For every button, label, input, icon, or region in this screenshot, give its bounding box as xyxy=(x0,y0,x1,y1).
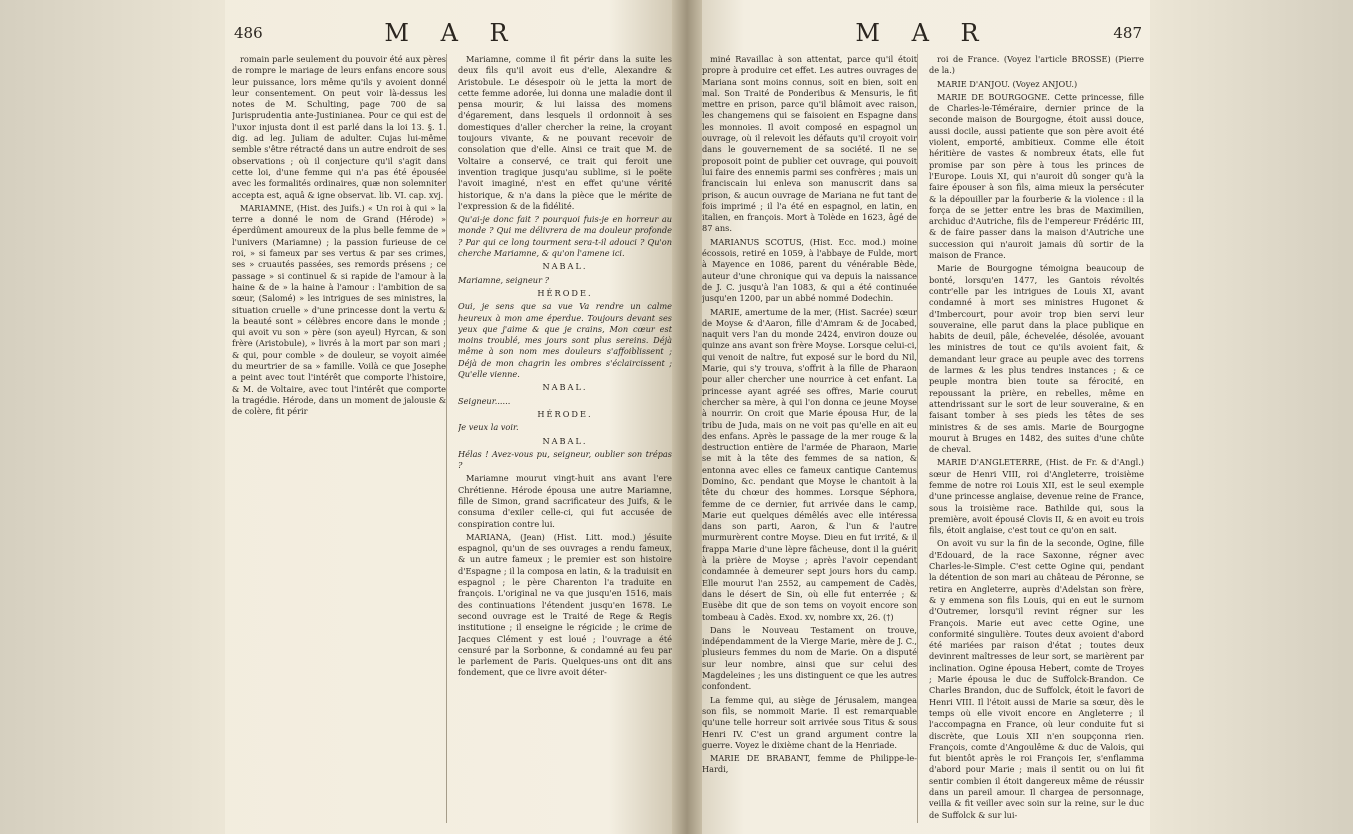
right-page-number: 487 xyxy=(1113,24,1142,42)
paragraph: MARIE DE BRABANT, femme de Philippe-le-Hardi, xyxy=(702,753,917,775)
speaker: NABAL. xyxy=(542,382,588,393)
left-column-1 xyxy=(232,54,446,823)
speaker: NABAL. xyxy=(542,261,588,272)
paragraph: MARIANUS SCOTUS, (Hist. Ecc. mod.) moine écossois, retiré en 1059, à l'abbaye de Fulde, mort à Mayence en 1086, parent du vénérable Bède, auteur d'une chronique qui va depuis la naissance de J. C. jusqu'à l'an 1083, & qui a été continuée jusqu'en 1200, par un abbé nommé Dodechin. xyxy=(702,236,917,304)
right-page-edge xyxy=(1150,0,1353,834)
left-column-2 xyxy=(458,54,672,823)
paragraph: Marie de Bourgogne témoigna beaucoup de bonté, lorsqu'en 1477, les Gantois révoltés contr'elle par les intrigues de Louis XI, avant condamné à mort ses ministres Hugonet & d'Imbercourt, pour avoir trop bien servi leur souveraine, elle parut dans la place publique en habits de deuil, pâle, échevelée, désolée, avouant les ministres de tout ce qu'ils avoient fait, & demandant leur grace au peuple avec des torrens de larmes & les plus tendres instances ; & ce peuple montra bien toute sa férocité, en repoussant la prière, en rebelles, même en attendrissant sur le sort de leur souveraine, & en faisant tomber à ses pieds les têtes de ses ministres & de ses amis. Marie de Bourgogne mourut à Bruges en 1482, des suites d'une chûte de cheval. xyxy=(929,263,1144,455)
left-page xyxy=(232,18,672,823)
paragraph: MARIE DE BOURGOGNE. Cette princesse, fille de Charles-le-Téméraire, dernier prince de la seconde maison de Bourgogne, étoit aussi douce, aussi docile, aussi patiente que son père avoit été violent, emporté, ambitieux. Comme elle étoit héritière de vastes & nombreux états, elle fut promise par son père à tous les princes de l'Europe. Louis XI, qui n'auroit dû songer qu'à la faire épouser à son fils, aima mieux la persécuter & la dépouiller par la fourberie & la violence : il la força de se jetter entre les bras de Maximilien, archiduc d'Autriche, fils de l'empereur Frédéric III, & de faire passer dans la maison d'Autriche une succession qui n'auroit jamais dû sortir de la maison de France. xyxy=(929,91,1144,261)
speaker: HÉRODE. xyxy=(537,408,593,419)
verse: Mariamne, seigneur ? xyxy=(458,274,549,285)
verse: Seigneur...... xyxy=(458,395,511,406)
right-header-title: M A R xyxy=(855,19,991,47)
book-gutter xyxy=(672,0,702,834)
right-running-header xyxy=(702,18,1144,48)
verse: Je veux la voir. xyxy=(458,422,519,433)
paragraph: Mariamne, comme il fit périr dans la suite les deux fils qu'il avoit eus d'elle, Alexandre & Aristobule. Le désespoir où le jetta la mort de cette femme adorée, lui donna une maladie dont il pensa mourir, & lui laissa des momens d'égarement, dans lesquels il ordonnoit à ses domestiques d'aller chercher la reine, la croyant toujours vivante, & ne pouvant recevoir de consolation que d'elle. Ainsi ce trait que M. de Voltaire a conservé, ce trait qui feroit une invention tragique jusqu'au sublime, si le poëte l'avoit imaginé, n'est en effet qu'une vérité historique, & n'a dans la pièce que le mérite de l'expression & de la fidélité. xyxy=(458,54,672,211)
paragraph: Dans le Nouveau Testament on trouve, indépendamment de la Vierge Marie, mère de J. C., plusieurs femmes du nom de Marie. On a disputé sur leur nombre, ainsi que sur celui des Magdeleines ; les uns distinguent ce que les autres confondent. xyxy=(702,624,917,692)
paragraph: La femme qui, au siège de Jérusalem, mangea son fils, se nommoit Marie. Il est remarquable qu'une telle horreur soit arrivée sous Titus & sous Henri IV. C'est un grand argument contre la guerre. Voyez le dixième chant de la Henriade. xyxy=(702,694,917,750)
verse: Oui, je sens que sa vue Va rendre un calme heureux à mon ame éperdue. Toujours devant ses yeux que j'aime & que je crains, Mon cœur est moins troublé, mes jours sont plus sereins. Déjà même à son nom mes douleurs s'affoiblissent ; Déjà de mon chagrin les ombres s'éclaircissent ; Qu'elle vienne. xyxy=(458,301,672,380)
paragraph: MARIE D'ANJOU. (Voyez ANJOU.) xyxy=(937,78,1078,89)
paragraph: Mariamne mourut vingt-huit ans avant l'ere Chrétienne. Hérode épousa une autre Mariamne, fille de Simon, grand sacrificateur des Juifs, & le consuma d'exiler celle-ci, qui fut accusée de conspiration contre lui. xyxy=(458,473,672,529)
paragraph: MARIE, amertume de la mer, (Hist. Sacrée) sœur de Moyse & d'Aaron, fille d'Amram & de Jocabed, naquit vers l'an du monde 2424, environ douze ou quinze ans avant son frère Moyse. Lorsque celui-ci, qui venoit de naître, fut exposé sur le bord du Nil, Marie, qui s'y trouva, s'offrit à la fille de Pharaon pour aller chercher une nourrice à cet enfant. La princesse ayant agréé ses offres, Marie courut chercher sa mère, à qui l'on donna ce jeune Moyse à nourrir. On croit que Marie épousa Hur, de la tribu de Juda, mais on ne voit pas qu'elle en ait eu des enfans. Après le passage de la mer rouge & la destruction entière de l'armée de Pharaon, Marie se mit à la tête des femmes de sa nation, & entonna avec elles ce fameux cantique Cantemus Domino, &c. pendant que Moyse le chantoit à la tête du chœur des hommes. Lorsque Séphora, femme de ce dernier, fut arrivée dans le camp, Marie eut quelques démêlés avec elle intéressa dans son parti, Aaron, & l'un & l'autre murmurèrent contre Moyse. Dieu en fut irrité, & il frappa Marie d'une lèpre fâcheuse, dont il la guérit à la prière de Moyse ; après l'avoir cependant condamnée à demeurer sept jours hors du camp. Elle mourut l'an 2552, au campement de Cadès, dans le désert de Sin, où elle fut enterrée ; & Eusèbe dit que de son tems on voyoit encore son tombeau à Cadès. Exod. xv, nombre xx, 26. (†) xyxy=(702,306,917,622)
paragraph: romain parle seulement du pouvoir été aux pères de rompre le mariage de leurs enfans encore sous leur puissance, lors même qu'ils y avoient donné leur consentement. On peut voir là-dessus les notes de M. Schulting, page 700 de sa Jurisprudentia ante-Justinianea. Pour ce qui est de l'uxor injusta dont il est parlé dans la loi 13. §. 1. dig. ad leg. Juliam de adulter. Cujas lui-même semble s'être rétracté dans un autre endroit de ses observations ; où il conjecture qu'il s'agit dans cette loi, d'une femme qui n'a pas été épousée avec les formalités ordinaires, quæ non solemniter accepta est, aquâ & igne observat. lib. VI. cap. xvj. xyxy=(232,54,446,200)
right-column-1 xyxy=(702,54,917,823)
paragraph: miné Ravaillac à son attentat, parce qu'il étoit propre à produire cet effet. Les autres ouvrages de Mariana sont moins connus, soit en bien, soit en mal. Son Traité de Ponderibus & Mensuris, le fit mettre en prison, parce qu'il blâmoit avec raison, les changemens qui se faisoient en Espagne dans les monnoies. Il avoit composé en espagnol un ouvrage, où il relevoit les défauts qu'il croyoit voir dans le gouvernement de sa société. Il ne se proposoit point de publier cet ouvrage, qui pouvoit lui faire des ennemis parmi ses confrères ; mais un franciscain lui enleva son manuscrit dans sa prison, & aucun ouvrage de Mariana ne fut tant de fois imprimé ; il l'a été en espagnol, en latin, en italien, en françois. Mort à Tolède en 1623, âgé de 87 ans. xyxy=(702,54,917,234)
right-page xyxy=(702,18,1144,823)
left-page-edge xyxy=(0,0,225,834)
paragraph: MARIE D'ANGLETERRE, (Hist. de Fr. & d'Angl.) sœur de Henri VIII, roi d'Angleterre, troisième femme de notre roi Louis XII, est le seul exemple d'une princesse anglaise, devenue reine de France, sous la troisième race. Bathilde qui, sous la première, avoit épousé Clovis II, & en avoit eu trois fils, étoit anglaise, c'est tout ce qu'on en sait. xyxy=(929,457,1144,536)
left-header-title: M A R xyxy=(384,19,520,47)
paragraph: roi de France. (Voyez l'article BROSSE) (Pierre de la.) xyxy=(929,54,1144,76)
speaker: HÉRODE. xyxy=(537,287,593,298)
verse: Qu'ai-je donc fait ? pourquoi fuis-je en horreur au monde ? Qui me délivrera de ma douleur profonde ? Par qui ce long tourment sera-t-il adouci ? Qu'on cherche Mariamne, & qu'on l'amene ici. xyxy=(458,214,672,259)
paragraph: MARIANA, (Jean) (Hist. Litt. mod.) jésuite espagnol, qu'un de ses ouvrages a rendu fameux, & un autre fameux ; le premier est son histoire d'Espagne ; il la composa en latin, & la traduisit en espagnol ; le père Charenton l'a traduite en françois. L'original ne va que jusqu'en 1516, mais des continuations l'étendent jusqu'en 1678. Le second ouvrage est le Traité de Rege & Regis institutione ; il enseigne le régicide ; le crime de Jacques Clément y est loué ; l'ouvrage a été censuré par la Sorbonne, & condamné au feu par le parlement de Paris. Quelques-uns ont dit ans fondement, que ce livre avoit déter- xyxy=(458,531,672,678)
left-page-number: 486 xyxy=(234,24,263,42)
verse: Hélas ! Avez-vous pu, seigneur, oublier son trépas ? xyxy=(458,448,672,471)
speaker: NABAL. xyxy=(542,435,588,446)
paragraph: MARIAMNE, (Hist. des Juifs.) « Un roi à qui » la terre a donné le nom de Grand (Hérode) » éperdûment amoureux de la plus belle femme de » l'univers (Mariamne) ; la passion furieuse de ce roi, » si fameux par ses vertus & par ses crimes, ses » cruautés passées, ses remords présens ; ce passage » si continuel & si rapide de l'amour à la haine & de » la haine à l'amour : l'ambition de sa sœur, (Salomé) » les intrigues de ses ministres, la situation cruelle » d'une princesse dont la vertu & la beauté sont » célèbres encore dans le monde ; qui avoit vu son » père (son ayeul) Hyrcan, & son frère (Aristobule), » livrés à la mort par son mari ; & qui, pour comble » de douleur, se voyoit aimée du meurtrier de sa » famille. Voilà ce que Josephe a peint avec tout l'intérêt que comporte l'histoire, & M. de Voltaire, avec tout l'intérêt que comporte la tragédie. Hérode, dans un moment de jalousie & de colère, fit périr xyxy=(232,202,446,417)
right-column-2 xyxy=(929,54,1144,823)
left-running-header xyxy=(232,18,672,48)
paragraph: On avoit vu sur la fin de la seconde, Ogine, fille d'Edouard, de la race Saxonne, régner avec Charles-le-Simple. C'est cette Ogine qui, pendant la détention de son mari au château de Péronne, se retira en Angleterre, auprès d'Adelstan son frère, & y emmena son fils Louis, qui en eut le surnom d'Outremer, lorsqu'il revint régner sur les François. Marie eut avec cette Ogine, une conformité singulière. Toutes deux avoient d'abord été mariées par raison d'état ; toutes deux devinrent maîtresses de leur sort, se marièrent par inclination. Ogine épousa Hebert, comte de Troyes ; Marie épousa le duc de Suffolck-Brandon. Ce Charles Brandon, duc de Suffolck, étoit le favori de Henri VIII. Il l'étoit aussi de Marie sa sœur, dès le temps où elle vivoit encore en Angleterre ; il l'accompagna en France, où leur conduite fut si discrète, que Louis XII n'en soupçonna rien. François, comte d'Angoulême & duc de Valois, qui fut bientôt après le roi François Ier, s'enflamma d'abord pour Marie ; mais il sentit ou on lui fit sentir combien il étoit dangereux même de réussir dans un pareil amour. Il chargea de personnage, veilla & fit veiller avec soin sur la reine, sur le duc de Suffolck & sur lui- xyxy=(929,538,1144,820)
